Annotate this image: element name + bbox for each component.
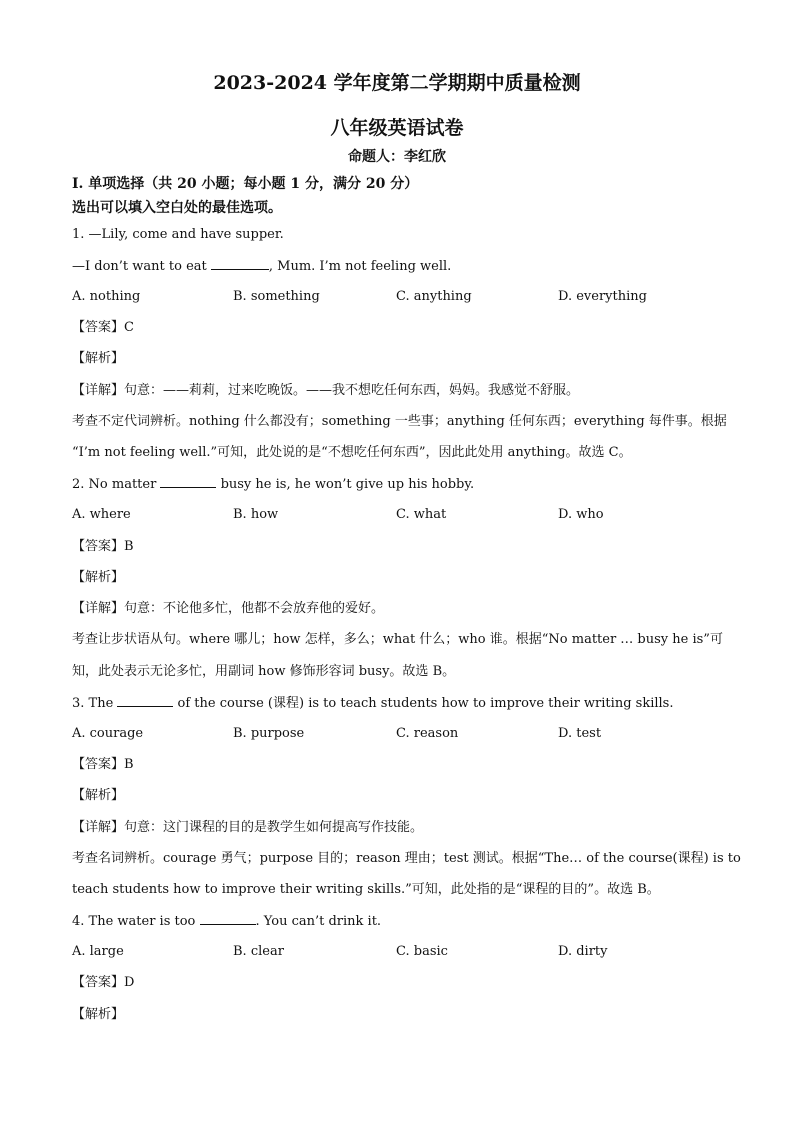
detail-label: 【详解】 — [72, 383, 125, 398]
q3-option-b: B. purpose — [233, 726, 305, 741]
answer-label: 【答案】 — [72, 757, 125, 772]
q1-option-b: B. something — [233, 289, 320, 304]
q3-detail-3: teach students how to improve their writing skills.”可知，此处指的是“课程的目的”。故选 B。 — [72, 882, 660, 897]
q2-blank — [160, 475, 216, 488]
q1-detail-3: “I’m not feeling well.”可知，此处说的是“不想吃任何东西”，因此此处用 anything。故选 C。 — [72, 445, 632, 460]
q2-line1-end: busy he is, he won’t give up his hobby. — [216, 477, 475, 492]
q2-detail-1 — [72, 600, 384, 618]
q3-option-c: C. reason — [396, 726, 459, 741]
q1-line2 — [72, 257, 451, 276]
q3-answer — [72, 756, 134, 774]
q1-detail-1 — [72, 382, 579, 400]
q4-answer — [72, 974, 134, 992]
q4-line1 — [72, 912, 381, 931]
q3-detail-2: 考查名词辨析。courage 勇气；purpose 目的；reason 理由；test 测试。根据“The… of the course(课程) is to — [72, 851, 741, 866]
q1-answer — [72, 319, 134, 337]
q3-line1-end: of the course (课程) is to teach students how to improve their writing skills. — [173, 696, 674, 711]
q3-line1 — [72, 694, 673, 713]
q2-detail-2: 考查让步状语从句。where 哪儿；how 怎样，多么；what 什么；who 谁。根据“No matter … busy he is”可 — [72, 632, 723, 647]
q3-detail-text-1: 句意：这门课程的目的是教学生如何提高写作技能。 — [124, 820, 424, 835]
q4-option-c: C. basic — [396, 944, 448, 959]
q4-line1-end: . You can’t drink it. — [255, 914, 382, 929]
answer-label: 【答案】 — [72, 320, 125, 335]
q2-option-c: C. what — [396, 507, 447, 522]
q2-line1 — [72, 475, 474, 494]
q2-detail-text-1: 句意：不论他多忙，他都不会放弃他的爱好。 — [124, 601, 385, 616]
q4-analysis-label: 【解析】 — [72, 1007, 125, 1022]
q1-option-a: A. nothing — [72, 289, 141, 304]
q2-answer-value: B — [124, 539, 134, 554]
q1-line2-end: , Mum. I’m not feeling well. — [268, 259, 452, 274]
exam-author: 命题人：李红欣 — [348, 149, 446, 165]
q3-option-d: D. test — [558, 726, 602, 741]
q4-line1-start: 4. The water is too — [72, 914, 200, 929]
q3-answer-value: B — [124, 757, 134, 772]
q3-detail-1 — [72, 819, 423, 837]
q4-option-d: D. dirty — [558, 944, 608, 959]
answer-label: 【答案】 — [72, 539, 125, 554]
q4-option-b: B. clear — [233, 944, 284, 959]
detail-label: 【详解】 — [72, 820, 125, 835]
q4-answer-value: D — [124, 975, 135, 990]
q1-analysis-label: 【解析】 — [72, 351, 125, 366]
q1-blank — [211, 257, 269, 270]
q2-option-b: B. how — [233, 507, 279, 522]
q2-analysis-label: 【解析】 — [72, 570, 125, 585]
answer-label: 【答案】 — [72, 975, 125, 990]
q2-answer — [72, 538, 134, 556]
q2-option-d: D. who — [558, 507, 604, 522]
q1-detail-2: 考查不定代词辨析。nothing 什么都没有；something 一些事；anything 任何东西；everything 每件事。根据 — [72, 414, 727, 429]
exam-subtitle: 八年级英语试卷 — [330, 117, 464, 139]
q2-option-a: A. where — [72, 507, 131, 522]
q3-line1-start: 3. The — [72, 696, 118, 711]
q3-option-a: A. courage — [72, 726, 144, 741]
q1-detail-text-1: 句意：——莉莉，过来吃晚饭。——我不想吃任何东西，妈妈。我感觉不舒服。 — [124, 383, 580, 398]
exam-title: 2023-2024 学年度第二学期期中质量检测 — [213, 72, 581, 94]
q1-answer-value: C — [124, 320, 134, 335]
q3-analysis-label: 【解析】 — [72, 788, 125, 803]
q4-option-a: A. large — [72, 944, 124, 959]
q3-blank — [117, 694, 173, 707]
detail-label: 【详解】 — [72, 601, 125, 616]
q1-option-d: D. everything — [558, 289, 647, 304]
q2-detail-3: 知，此处表示无论多忙，用副词 how 修饰形容词 busy。故选 B。 — [72, 664, 456, 679]
q4-blank — [200, 912, 256, 925]
q1-line2-start: —I don’t want to eat — [72, 259, 211, 274]
q1-option-c: C. anything — [396, 289, 472, 304]
q1-line1: 1. —Lily, come and have supper. — [72, 227, 284, 242]
section-heading: Ⅰ. 单项选择（共 20 小题；每小题 1 分，满分 20 分） — [72, 176, 419, 192]
section-instruction: 选出可以填入空白处的最佳选项。 — [72, 200, 282, 216]
q2-line1-start: 2. No matter — [72, 477, 161, 492]
